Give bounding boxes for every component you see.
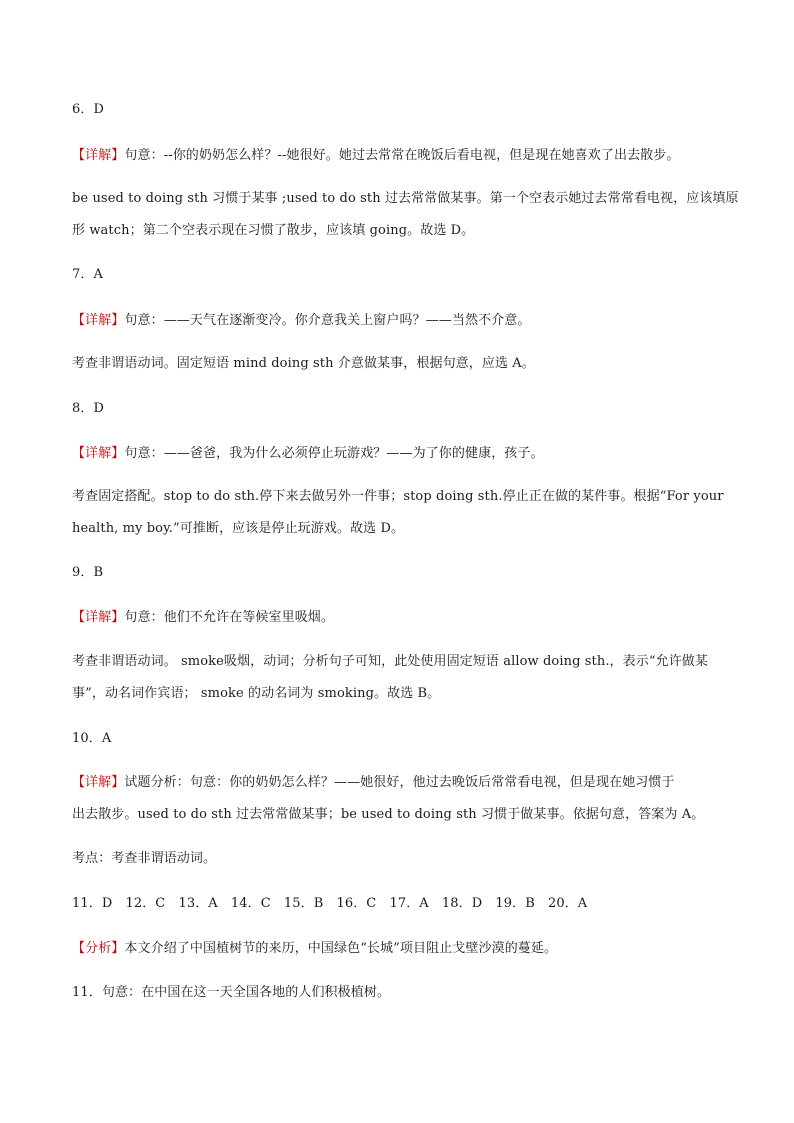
q9-detail xyxy=(72,609,732,627)
q7-answer: 7．A xyxy=(72,267,103,282)
detail-tag: 【详解】 xyxy=(72,610,125,625)
analysis-tag: 【分析】 xyxy=(72,941,125,956)
q9-note-line2: 事”，动名词作宾语； smoke 的动名词为 smoking。故选 B。 xyxy=(72,686,441,701)
q11-detail: 11．句意：在中国在这一天全国各地的人们积极植树。 xyxy=(72,985,391,1000)
q10-detail-text: 试题分析：句意：你的奶奶怎么样？——她很好，他过去晚饭后常常看电视，但是现在她习惯于 xyxy=(124,775,675,790)
q6-detail-text: 句意：--你的奶奶怎么样？--她很好。她过去常常在晚饭后看电视，但是现在她喜欢了出去散步。 xyxy=(124,148,680,163)
q9-detail-text: 句意：他们不允许在等候室里吸烟。 xyxy=(124,610,335,625)
q10-detail-line2: 出去散步。used to do sth 过去常常做某事；be used to doing sth 习惯于做某事。依据句意，答案为 A。 xyxy=(72,807,705,822)
q9-answer: 9．B xyxy=(72,565,104,580)
q7-detail-text: 句意：——天气在逐渐变冷。你介意我关上窗户吗？——当然不介意。 xyxy=(124,313,531,328)
q7-note: 考查非谓语动词。固定短语 mind doing sth 介意做某事，根据句意，应选 A。 xyxy=(72,356,535,371)
q6-detail xyxy=(72,147,732,165)
analysis-text: 本文介绍了中国植树节的来历，中国绿色“长城”项目阻止戈壁沙漠的蔓延。 xyxy=(124,941,558,956)
q8-answer: 8．D xyxy=(72,401,104,416)
detail-tag: 【详解】 xyxy=(72,775,125,790)
detail-tag: 【详解】 xyxy=(72,313,125,328)
answers-row: 11．D 12．C 13．A 14．C 15．B 16．C 17．A 18．D 19．B 20．A xyxy=(72,896,588,911)
analysis xyxy=(72,940,732,958)
q8-note-line1: 考查固定搭配。stop to do sth.停下来去做另外一件事；stop doing sth.停止正在做的某件事。根据“For your xyxy=(72,489,724,504)
detail-tag: 【详解】 xyxy=(72,446,125,461)
q6-note-line2: 形 watch；第二个空表示现在习惯了散步，应该填 going。故选 D。 xyxy=(72,223,475,238)
q10-detail-line1 xyxy=(72,774,732,792)
q9-note-line1: 考查非谓语动词。 smoke吸烟，动词；分析句子可知，此处使用固定短语 allow doing sth.，表示“允许做某 xyxy=(72,654,708,669)
q8-detail xyxy=(72,445,732,463)
q6-answer: 6．D xyxy=(72,102,104,117)
q7-detail xyxy=(72,312,732,330)
q10-kaodian: 考点：考查非谓语动词。 xyxy=(72,851,217,866)
q6-note-line1: be used to doing sth 习惯于某事 ;used to do sth 过去常常做某事。第一个空表示她过去常常看电视，应该填原 xyxy=(72,191,739,206)
q8-note-line2: health, my boy.”可推断，应该是停止玩游戏。故选 D。 xyxy=(72,521,405,536)
detail-tag: 【详解】 xyxy=(72,148,125,163)
q8-detail-text: 句意：——爸爸，我为什么必须停止玩游戏？——为了你的健康，孩子。 xyxy=(124,446,544,461)
q10-answer: 10．A xyxy=(72,731,112,746)
